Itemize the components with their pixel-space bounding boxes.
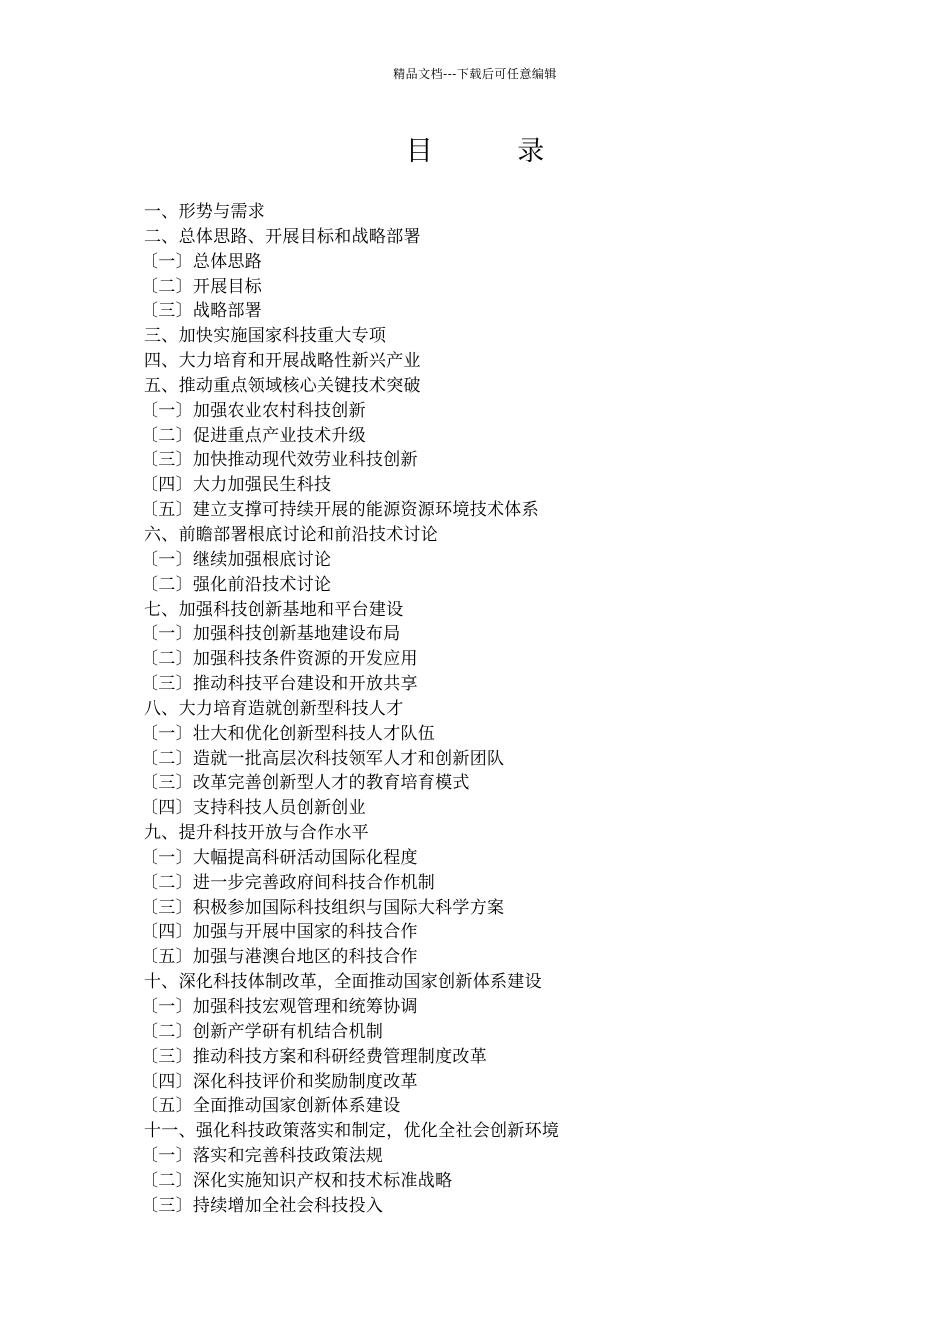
toc-subsection-entry: 〔三〕推动科技方案和科研经费管理制度改革 (141, 1046, 487, 1067)
toc-section-entry: 五、推动重点领域核心关键技术突破 (144, 375, 421, 396)
toc-subsection-entry: 〔三〕推动科技平台建设和开放共享 (141, 674, 418, 695)
toc-list (141, 200, 844, 1219)
toc-subsection-entry: 〔三〕加快推动现代效劳业科技创新 (141, 450, 418, 471)
toc-subsection-entry: 〔五〕建立支撑可持续开展的能源资源环境技术体系 (141, 500, 539, 521)
toc-subsection-entry: 〔二〕加强科技条件资源的开发应用 (141, 649, 418, 670)
toc-subsection-entry: 〔二〕深化实施知识产权和技术标准战略 (141, 1170, 453, 1191)
toc-subsection-entry: 〔一〕继续加强根底讨论 (141, 549, 332, 570)
toc-subsection-entry: 〔二〕进一步完善政府间科技合作机制 (141, 872, 436, 893)
toc-subsection-entry: 〔一〕壮大和优化创新型科技人才队伍 (141, 723, 436, 744)
toc-subsection-entry: 〔三〕战略部署 (141, 301, 263, 322)
toc-subsection-entry: 〔五〕加强与港澳台地区的科技合作 (141, 947, 418, 968)
toc-subsection-entry: 〔二〕创新产学研有机结合机制 (141, 1021, 384, 1042)
toc-section-entry: 一、形势与需求 (144, 202, 266, 222)
toc-section-entry: 三、加快实施国家科技重大专项 (144, 326, 387, 347)
header-note: 精品文档---下载后可任意编辑 (393, 67, 557, 81)
toc-section-entry: 四、大力培育和开展战略性新兴产业 (144, 351, 421, 372)
toc-subsection-entry: 〔二〕促进重点产业技术升级 (141, 425, 366, 446)
toc-subsection-entry: 〔四〕支持科技人员创新创业 (141, 798, 366, 819)
toc-subsection-entry: 〔三〕积极参加国际科技组织与国际大科学方案 (141, 897, 505, 918)
toc-subsection-entry: 〔五〕全面推动国家创新体系建设 (141, 1096, 401, 1117)
toc-subsection-entry: 〔三〕改革完善创新型人才的教育培育模式 (141, 773, 470, 794)
toc-section-entry: 九、提升科技开放与合作水平 (144, 823, 369, 844)
toc-subsection-entry: 〔二〕强化前沿技术讨论 (141, 574, 332, 595)
toc-subsection-entry: 〔一〕大幅提高科研活动国际化程度 (141, 847, 418, 868)
toc-subsection-entry: 〔一〕落实和完善科技政策法规 (141, 1146, 384, 1167)
toc-section-entry: 六、前瞻部署根底讨论和前沿技术讨论 (144, 524, 439, 545)
toc-section-entry: 八、大力培育造就创新型科技人才 (144, 698, 404, 719)
toc-subsection-entry: 〔二〕开展目标 (141, 276, 263, 297)
toc-subsection-entry: 〔一〕总体思路 (141, 251, 263, 272)
toc-title: 目 录 (405, 136, 583, 167)
toc-subsection-entry: 〔四〕大力加强民生科技 (141, 475, 332, 496)
toc-section-entry: 七、加强科技创新基地和平台建设 (144, 599, 404, 620)
toc-subsection-entry: 〔三〕持续增加全社会科技投入 (141, 1195, 384, 1216)
toc-subsection-entry: 〔一〕加强科技宏观管理和统筹协调 (141, 997, 418, 1017)
toc-subsection-entry: 〔一〕加强农业农村科技创新 (141, 400, 366, 421)
toc-subsection-entry: 〔四〕加强与开展中国家的科技合作 (141, 922, 418, 943)
toc-subsection-entry: 〔四〕深化科技评价和奖励制度改革 (141, 1071, 418, 1092)
toc-subsection-entry: 〔一〕加强科技创新基地建设布局 (141, 624, 401, 645)
toc-section-entry: 二、总体思路、开展目标和战略部署 (144, 226, 421, 247)
toc-section-entry: 十、深化科技体制改革，全面推动国家创新体系建设 (144, 972, 542, 993)
toc-section-entry: 十一、强化科技政策落实和制定，优化全社会创新环境 (144, 1121, 560, 1142)
toc-subsection-entry: 〔二〕造就一批高层次科技领军人才和创新团队 (141, 748, 505, 769)
